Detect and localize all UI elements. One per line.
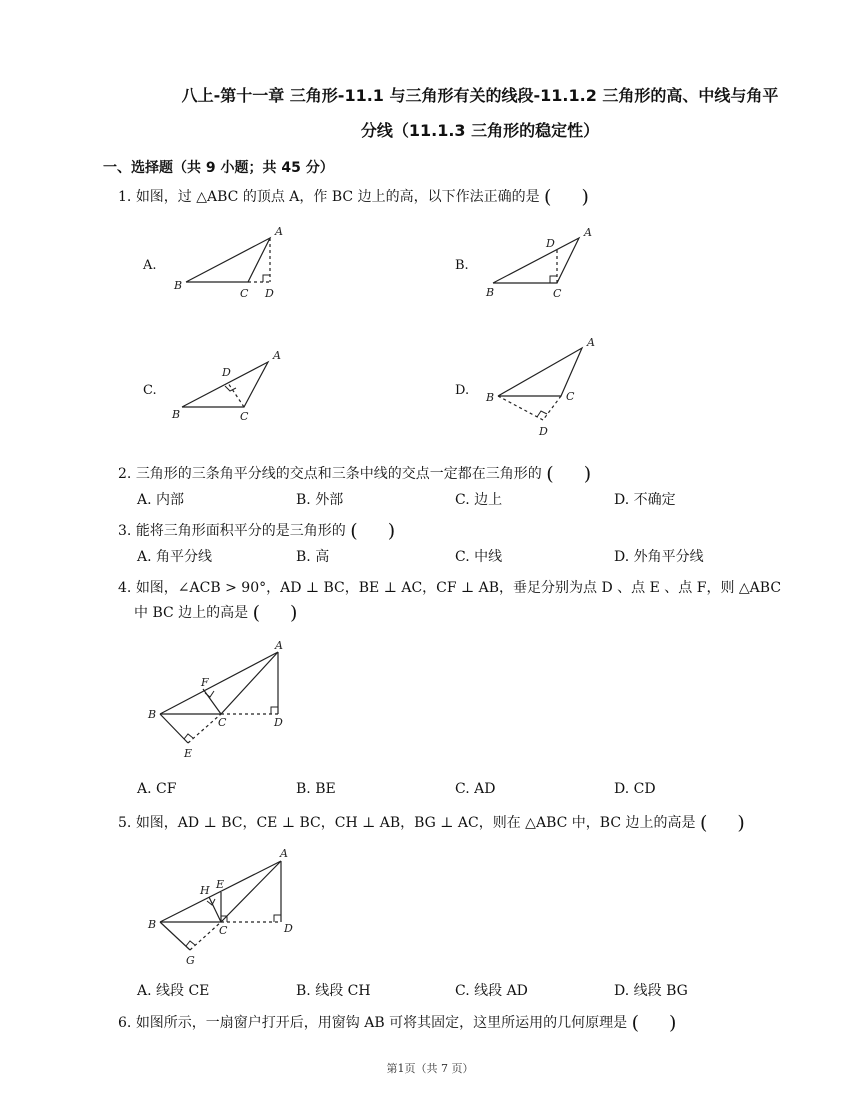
label-c: C	[240, 287, 249, 300]
question-number: 4.	[118, 580, 132, 596]
question-text: 三角形的三条角平分线的交点和三条中线的交点一定都在三角形的	[135, 466, 542, 482]
label-f: F	[201, 676, 209, 689]
q5-option-c[interactable]: C. 线段 AD	[455, 983, 528, 999]
question-text: 如图，过 △ABC 的顶点 A，作 BC 边上的高，以下作法正确的是	[135, 189, 540, 205]
q2-option-c[interactable]: C. 边上	[455, 492, 503, 508]
label-b: B	[172, 408, 181, 421]
q4-option-d[interactable]: D. CD	[614, 781, 656, 797]
q5-option-a[interactable]: A. 线段 CE	[137, 983, 210, 999]
answer-paren-open: (	[546, 463, 554, 485]
label-c: C	[219, 924, 228, 937]
q5-option-d[interactable]: D. 线段 BG	[614, 983, 688, 999]
q5-option-b[interactable]: B. 线段 CH	[296, 983, 371, 999]
label-c: C	[240, 410, 249, 423]
page-title-line-1: 八上-第十一章 三角形-11.1 与三角形有关的线段-11.1.2 三角形的高、中线与角平	[181, 86, 779, 105]
q1-option-a-label: A.	[143, 258, 157, 273]
answer-paren-open: (	[252, 602, 261, 624]
answer-paren-close: )	[737, 812, 745, 834]
answer-paren-close: )	[387, 520, 396, 542]
q4-option-a[interactable]: A. CF	[137, 781, 177, 797]
answer-paren-open: (	[350, 520, 358, 542]
question-text-continued: 中 BC 边上的高是	[134, 605, 249, 621]
label-d: D	[539, 425, 548, 438]
label-b: B	[148, 918, 157, 931]
question-number: 2.	[118, 466, 132, 482]
label-b: B	[486, 391, 495, 404]
label-a: A	[584, 226, 592, 239]
label-d: D	[284, 922, 293, 935]
question-number: 1.	[118, 189, 132, 205]
question-text: 如图，AD ⊥ BC，CE ⊥ BC，CH ⊥ AB，BG ⊥ AC，则在 △ABC 中，BC 边上的高是	[135, 815, 696, 831]
label-d: D	[274, 716, 283, 729]
label-c: C	[566, 390, 575, 403]
label-e: E	[216, 878, 225, 891]
label-d: D	[265, 287, 274, 300]
question-number: 6.	[118, 1015, 132, 1031]
page-title-line-2: 分线（11.1.3 三角形的稳定性）	[360, 121, 600, 140]
question-text: 如图所示，一扇窗户打开后，用窗钩 AB 可将其固定，这里所运用的几何原理是	[135, 1015, 628, 1031]
label-g: G	[186, 954, 195, 967]
q1-option-d-label: D.	[455, 383, 470, 398]
label-c: C	[218, 716, 227, 729]
q1-option-c-label: C.	[143, 383, 157, 398]
label-b: B	[486, 286, 495, 299]
page-footer: 第1页（共 7 页）	[386, 1062, 474, 1075]
question-6-stem	[118, 1012, 676, 1034]
question-number: 5.	[118, 815, 132, 831]
question-text: 如图，∠ACB > 90°，AD ⊥ BC，BE ⊥ AC，CF ⊥ AB，垂足分别为点 D 、点 E 、点 F，则 △ABC	[135, 580, 782, 596]
label-h: H	[200, 884, 210, 897]
answer-paren-close: )	[290, 602, 298, 624]
answer-paren-open: (	[544, 186, 552, 208]
q3-option-a[interactable]: A. 角平分线	[137, 549, 213, 565]
question-text: 能将三角形面积平分的是三角形的	[135, 523, 346, 539]
q2-option-d[interactable]: D. 不确定	[614, 492, 676, 508]
q3-option-b[interactable]: B. 高	[296, 549, 330, 565]
label-b: B	[174, 279, 183, 292]
answer-paren-open: (	[699, 812, 708, 834]
label-a: A	[273, 349, 281, 362]
answer-paren-close: )	[583, 463, 592, 485]
answer-paren-open: (	[631, 1012, 639, 1034]
q4-option-b[interactable]: B. BE	[296, 781, 336, 797]
label-a: A	[587, 336, 595, 349]
label-e: E	[184, 747, 193, 760]
answer-paren-close: )	[668, 1012, 677, 1034]
q1-option-b-label: B.	[455, 258, 469, 273]
q2-option-b[interactable]: B. 外部	[296, 492, 344, 508]
answer-paren-close: )	[581, 186, 589, 208]
question-number: 3.	[118, 523, 132, 539]
q4-option-c[interactable]: C. AD	[455, 781, 496, 797]
label-a: A	[280, 847, 288, 860]
label-c: C	[553, 287, 562, 300]
q3-option-c[interactable]: C. 中线	[455, 549, 503, 565]
label-d: D	[222, 366, 231, 379]
q2-option-a[interactable]: A. 内部	[137, 492, 185, 508]
label-d: D	[546, 237, 555, 250]
section-title: 一、选择题（共 9 小题；共 45 分）	[103, 160, 334, 176]
label-a: A	[275, 639, 283, 652]
label-b: B	[148, 708, 157, 721]
q3-option-d[interactable]: D. 外角平分线	[614, 549, 704, 565]
label-a: A	[275, 225, 283, 238]
